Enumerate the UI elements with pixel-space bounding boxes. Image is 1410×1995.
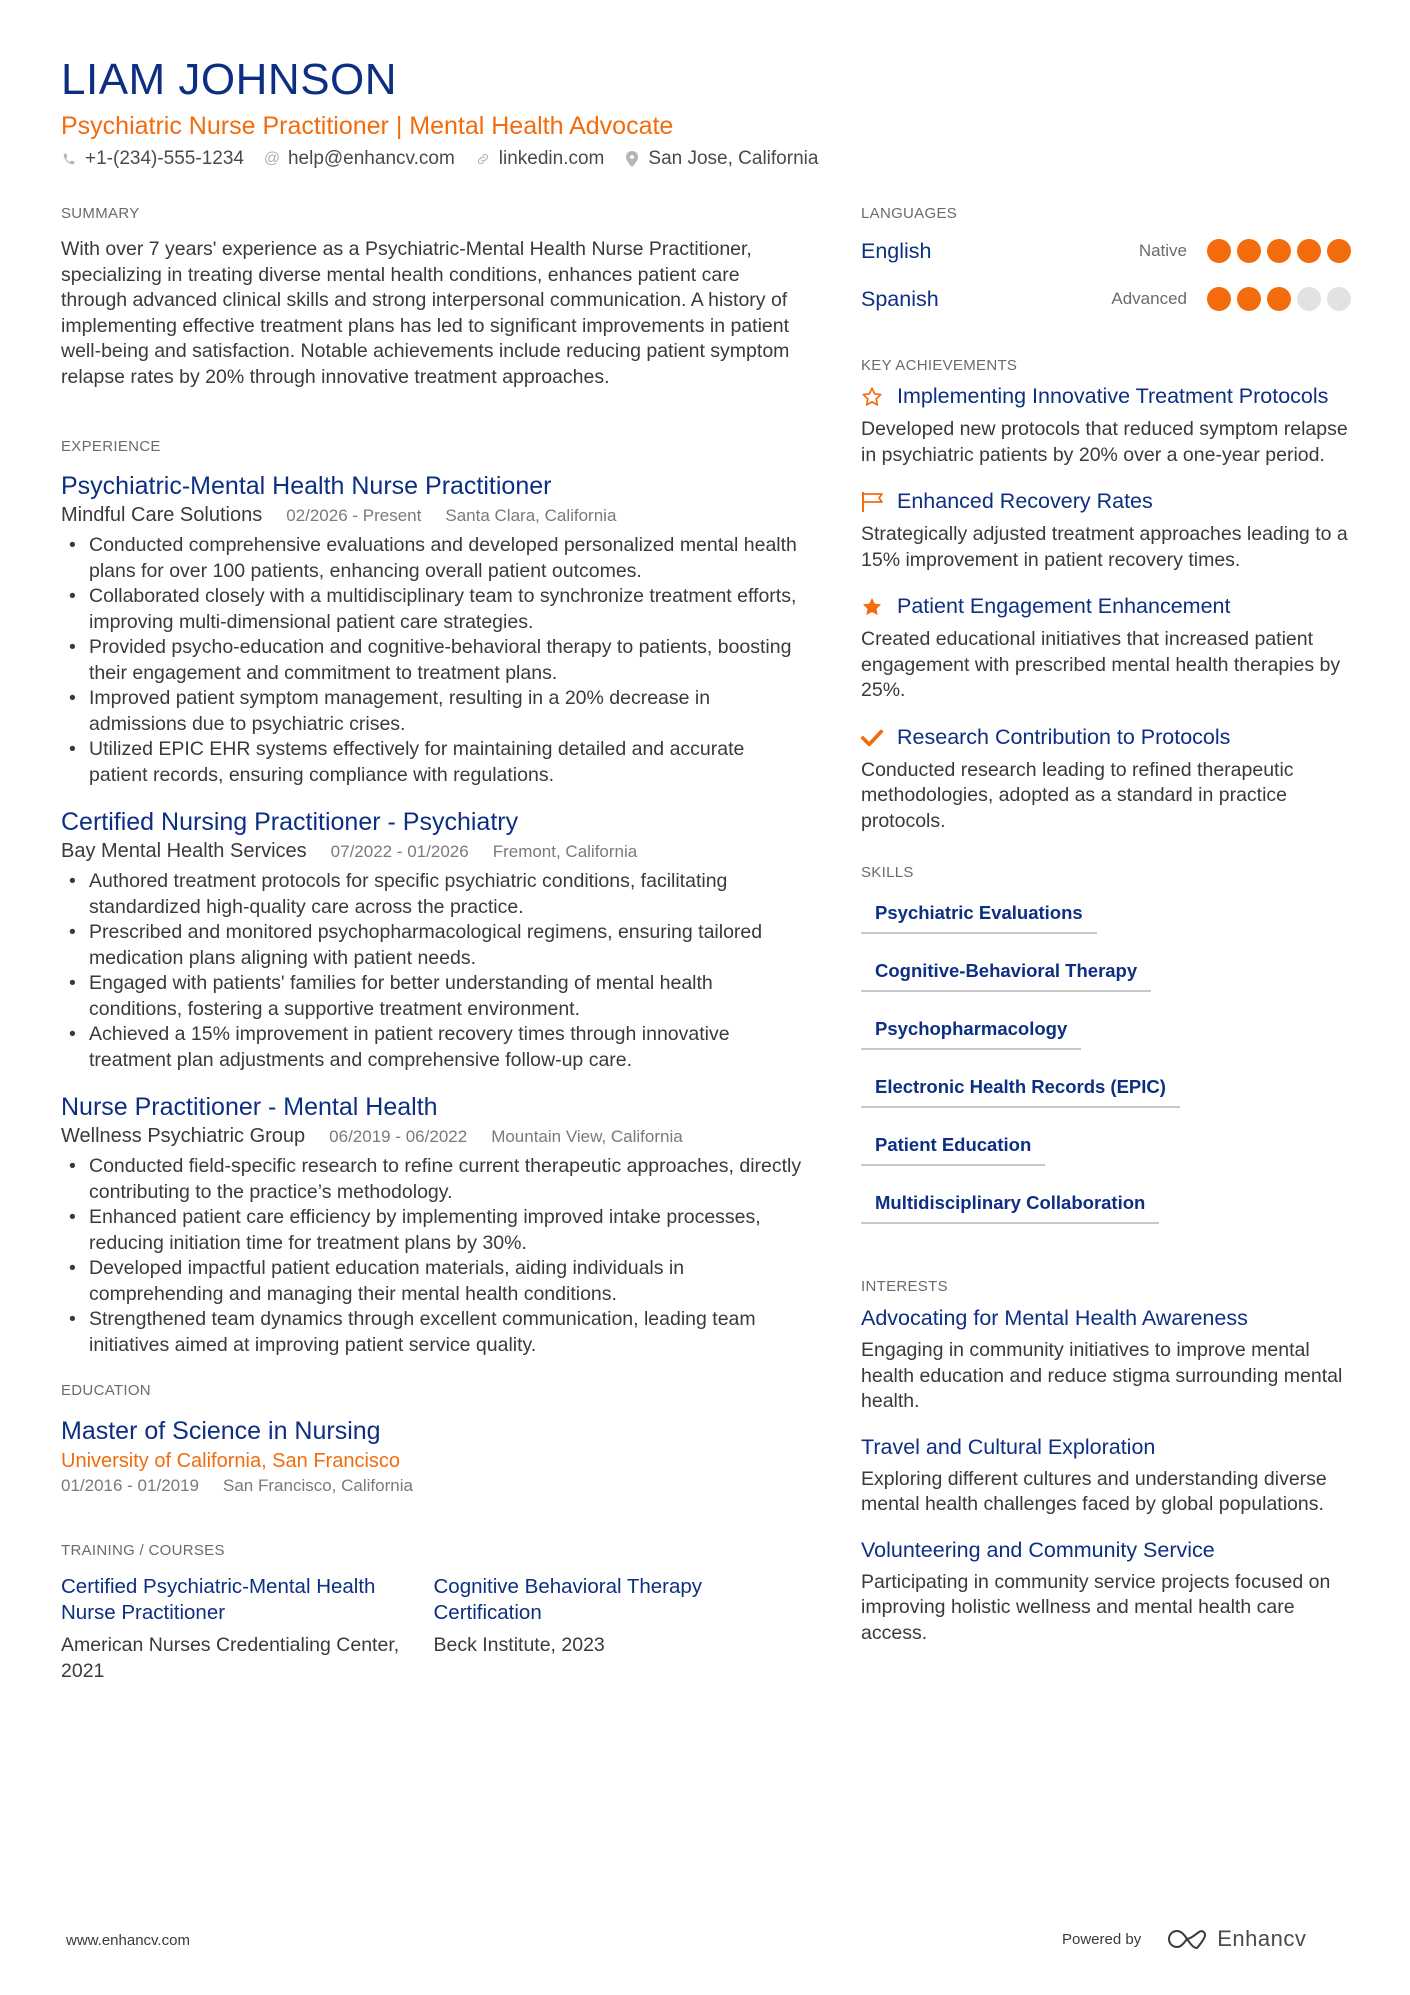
rating-dot-empty: [1327, 287, 1351, 311]
job-company: Wellness Psychiatric Group: [61, 1125, 306, 1147]
skill-row: [861, 1074, 1351, 1132]
job-bullet: • Authored treatment protocols for specific psychiatric conditions, facilitating standardized high-quality care across the practice.: [61, 869, 806, 920]
candidate-name: LIAM JOHNSON: [61, 55, 398, 104]
skill-tag: Psychiatric Evaluations: [861, 900, 1097, 934]
achievement-header: [861, 593, 1351, 621]
job-bullets: [61, 1154, 806, 1358]
skill-row: [861, 1016, 1351, 1074]
achievement-description: Developed new protocols that reduced symptom relapse in psychiatric patients by 20% over a one-year period.: [861, 418, 1348, 466]
achievement-item: [861, 593, 1351, 704]
section-title-languages: LANGUAGES: [861, 205, 958, 222]
right-column: [861, 205, 1351, 1664]
job-bullet: • Achieved a 15% improvement in patient recovery times through innovative treatment plan adjustments and comprehensive follow-up care.: [61, 1022, 806, 1073]
job-bullets: [61, 869, 806, 1073]
job-bullet: • Provided psycho-education and cognitive-behavioral therapy to patients, boosting their engagement and commitment to treatment plans.: [61, 635, 806, 686]
achievement-item: [861, 488, 1351, 573]
checkmark-icon: [861, 724, 897, 752]
job-location: Santa Clara, California: [445, 506, 617, 525]
course-title: Certified Psychiatric-Mental Health Nurse Practitioner: [61, 1575, 376, 1624]
interest-item: [861, 1304, 1351, 1415]
location-pin-icon: [624, 151, 640, 167]
footer-branding: [1062, 1926, 1306, 1952]
language-item: [861, 227, 1351, 275]
link-icon: [475, 152, 491, 166]
language-name: English: [861, 238, 932, 263]
contact-location-text: San Jose, California: [648, 148, 819, 169]
interest-title: Travel and Cultural Exploration: [861, 1434, 1156, 1459]
achievement-item: [861, 383, 1351, 468]
job-location: Mountain View, California: [491, 1127, 683, 1146]
achievement-item: [861, 724, 1351, 835]
job-bullet: • Prescribed and monitored psychopharmacological regimens, ensuring tailored medication plans aligning with patient needs.: [61, 920, 806, 971]
rating-dot-filled: [1327, 239, 1351, 263]
skill-tag: Multidisciplinary Collaboration: [861, 1190, 1159, 1224]
achievement-title: Patient Engagement Enhancement: [897, 594, 1231, 618]
course-title: Cognitive Behavioral Therapy Certification: [433, 1575, 703, 1624]
education-meta: [61, 1474, 806, 1498]
experience-entry: [61, 1091, 806, 1358]
job-title: Nurse Practitioner - Mental Health: [61, 1093, 438, 1121]
interest-description: Engaging in community initiatives to improve mental health education and reduce stigma surrounding mental health.: [861, 1339, 1343, 1412]
education-dates: 01/2016 - 01/2019: [61, 1476, 200, 1495]
job-dates: 06/2019 - 06/2022: [329, 1127, 468, 1146]
job-bullet: • Improved patient symptom management, resulting in a 20% decrease in admissions due to psychiatric crises.: [61, 686, 806, 737]
job-bullet: • Utilized EPIC EHR systems effectively for maintaining detailed and accurate patient records, ensuring compliance with regulations.: [61, 737, 806, 788]
achievement-title: Research Contribution to Protocols: [897, 724, 1231, 749]
interest-title: Volunteering and Community Service: [861, 1537, 1215, 1562]
job-bullet: • Conducted field-specific research to refine current therapeutic approaches, directly contributing to the practice’s methodology.: [61, 1154, 806, 1205]
job-bullets: [61, 533, 806, 788]
summary-text: With over 7 years' experience as a Psychiatric-Mental Health Nurse Practitioner, specializing in treating diverse mental health conditions, enhances patient care through advanced clinical skills and strong interpersonal communication. A history of implementing effective treatment plans has led to significant improvements in patient well-being and satisfaction. Notable achievements include reducing patient symptom relapse rates by 20% through innovative treatment approaches.: [61, 238, 790, 388]
section-title-training: TRAINING / COURSES: [61, 1542, 225, 1559]
skill-row: [861, 1132, 1351, 1190]
course-provider: American Nurses Credentialing Center, 2021: [61, 1634, 400, 1682]
contact-email-text: help@enhancv.com: [287, 148, 455, 169]
job-meta: [61, 1123, 806, 1150]
star-outline-icon: [861, 383, 897, 411]
training-section: [61, 1542, 806, 1684]
job-title: Certified Nursing Practitioner - Psychiatry: [61, 808, 519, 836]
interests-section: [861, 1278, 1351, 1646]
phone-icon: [61, 152, 77, 166]
enhancv-logo-icon: [1167, 1927, 1211, 1951]
education-section: [61, 1382, 806, 1498]
rating-dot-filled: [1207, 239, 1231, 263]
rating-dot-empty: [1297, 287, 1321, 311]
achievement-title: Implementing Innovative Treatment Protocols: [897, 384, 1329, 408]
contact-linkedin[interactable]: [475, 146, 605, 172]
job-bullet: • Strengthened team dynamics through excellent communication, leading team initiatives aimed at improving patient service quality.: [61, 1307, 806, 1358]
contact-linkedin-text: linkedin.com: [498, 148, 605, 169]
job-bullet: • Developed impactful patient education materials, aiding individuals in comprehending and managing their mental health conditions.: [61, 1256, 806, 1307]
experience-entry: [61, 470, 806, 788]
rating-dot-filled: [1237, 287, 1261, 311]
skill-row: [861, 900, 1351, 958]
job-meta: [61, 838, 806, 865]
contact-location: [624, 146, 818, 172]
skill-tag: Cognitive-Behavioral Therapy: [861, 958, 1151, 992]
interest-item: [861, 1433, 1351, 1518]
job-dates: 02/2026 - Present: [286, 506, 422, 525]
course-item: [434, 1574, 807, 1684]
job-title: Psychiatric-Mental Health Nurse Practitioner: [61, 472, 552, 500]
language-rating: [1201, 239, 1351, 263]
experience-section: [61, 438, 806, 1358]
achievement-description: Conducted research leading to refined therapeutic methodologies, adopted as a standard in practice protocols.: [861, 758, 1294, 832]
achievement-description: Strategically adjusted treatment approaches leading to a 15% improvement in patient recovery times.: [861, 523, 1348, 571]
footer-website-link[interactable]: www.enhancv.com: [66, 1932, 190, 1949]
language-item: [861, 275, 1351, 323]
interest-description: Participating in community service projects focused on improving holistic wellness and mental health care access.: [861, 1570, 1331, 1644]
contact-email[interactable]: [264, 146, 455, 172]
language-rating: [1201, 287, 1351, 311]
achievement-title: Enhanced Recovery Rates: [897, 489, 1153, 513]
section-title-education: EDUCATION: [61, 1382, 151, 1399]
rating-dot-filled: [1237, 239, 1261, 263]
rating-dot-filled: [1267, 287, 1291, 311]
interest-description: Exploring different cultures and understanding diverse mental health challenges faced by global populations.: [861, 1467, 1327, 1515]
contact-phone[interactable]: [61, 146, 244, 172]
rating-dot-filled: [1297, 239, 1321, 263]
section-title-skills: SKILLS: [861, 864, 914, 881]
job-meta: [61, 502, 806, 529]
job-bullet: • Conducted comprehensive evaluations and developed personalized mental health plans for over 100 patients, enhancing overall patient outcomes.: [61, 533, 806, 584]
powered-by-label: Powered by: [1062, 1930, 1142, 1948]
achievement-header: [861, 724, 1351, 752]
skill-row: [861, 958, 1351, 1016]
enhancv-brand-text: Enhancv: [1217, 1926, 1307, 1951]
skill-tag: Patient Education: [861, 1132, 1045, 1166]
summary-section: [61, 205, 806, 390]
job-bullet: • Collaborated closely with a multidisciplinary team to synchronize treatment efforts, improving multi-dimensional patient care strategies.: [61, 584, 806, 635]
job-company: Mindful Care Solutions: [61, 504, 263, 526]
achievement-header: [861, 383, 1351, 411]
candidate-headline: Psychiatric Nurse Practitioner | Mental Health Advocate: [61, 112, 674, 140]
education-location: San Francisco, California: [223, 1476, 413, 1495]
education-degree: Master of Science in Nursing: [61, 1417, 381, 1445]
interest-title: Advocating for Mental Health Awareness: [861, 1306, 1248, 1330]
course-list: [61, 1574, 806, 1684]
at-icon: @: [263, 150, 281, 167]
achievements-section: [861, 357, 1351, 834]
job-company: Bay Mental Health Services: [61, 840, 307, 862]
skill-tag: Electronic Health Records (EPIC): [861, 1074, 1180, 1108]
skills-section: [861, 864, 1351, 1248]
contact-phone-text: +1-(234)-555-1234: [85, 148, 244, 169]
left-column: [61, 205, 806, 1684]
education-school: University of California, San Francisco: [61, 1450, 401, 1472]
language-level: Native: [1138, 241, 1187, 260]
experience-entry: [61, 806, 806, 1073]
job-bullet: • Enhanced patient care efficiency by implementing improved intake processes, reducing initiation time for treatment plans by 30%.: [61, 1205, 806, 1256]
job-dates: 07/2022 - 01/2026: [330, 842, 469, 861]
job-bullet: • Engaged with patients' families for better understanding of mental health conditions, fostering a supportive treatment environment.: [61, 971, 806, 1022]
section-title-achievements: KEY ACHIEVEMENTS: [861, 357, 1018, 374]
language-name: Spanish: [861, 286, 939, 311]
flag-icon: [861, 488, 897, 516]
rating-dot-filled: [1267, 239, 1291, 263]
skill-tag: Psychopharmacology: [861, 1016, 1081, 1050]
interest-item: [861, 1536, 1351, 1647]
skill-row: [861, 1190, 1351, 1248]
course-provider: Beck Institute, 2023: [433, 1634, 605, 1656]
achievement-header: [861, 488, 1351, 516]
achievement-description: Created educational initiatives that increased patient engagement with prescribed mental health therapies by 25%.: [861, 628, 1341, 701]
section-title-interests: INTERESTS: [861, 1278, 948, 1295]
star-filled-icon: [861, 593, 897, 621]
language-level: Advanced: [1111, 289, 1187, 308]
contact-bar: [61, 146, 838, 172]
job-location: Fremont, California: [492, 842, 638, 861]
course-item: [61, 1574, 434, 1684]
section-title-summary: SUMMARY: [61, 205, 140, 222]
rating-dot-filled: [1207, 287, 1231, 311]
languages-section: [861, 205, 1351, 323]
section-title-experience: EXPERIENCE: [61, 438, 161, 455]
